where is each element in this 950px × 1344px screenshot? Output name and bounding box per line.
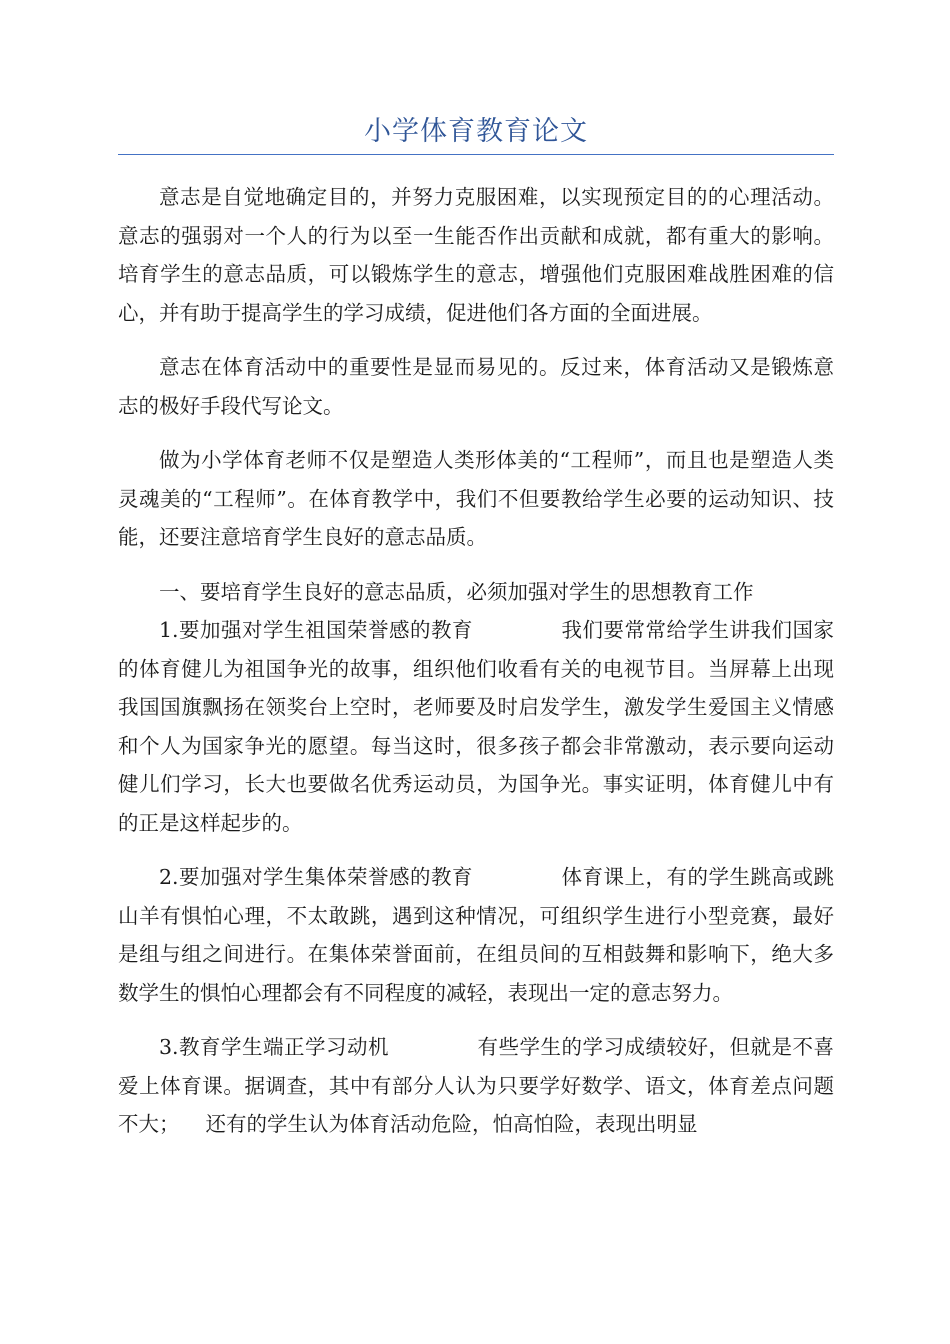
document-body xyxy=(118,178,834,1160)
title-underline xyxy=(118,154,834,155)
subheading-national-honor: 1.要加强对学生祖国荣誉感的教育 xyxy=(159,618,474,642)
text-national-honor: 我们要常常给学生讲我们国家的体育健儿为祖国争光的故事，组织他们收看有关的电视节目。当屏幕上出现我国国旗飘扬在领奖台上空时，老师要及时启发学生，激发学生爱国主义情感和个人为国家争光的愿望。每当这时，很多孩子都会非常激动，表示要向运动健儿们学习，长大也要做名优秀运动员，为国争光。事实证明，体育健儿中有的正是这样起步的。 xyxy=(118,618,835,835)
subheading-collective-honor: 2.要加强对学生集体荣誉感的教育 xyxy=(159,865,474,889)
paragraph-national-honor xyxy=(118,611,834,842)
paragraph-will-in-sports: 意志在体育活动中的重要性是显而易见的。反过来，体育活动又是锻炼意志的极好手段代写论文。 xyxy=(118,355,834,418)
text-learning-motivation-a: 有些学生的学习成绩较好，但就是不喜爱上体育课。据调查，其中有部分人认为只要学好数学、语文，体育差点问题不大； xyxy=(118,1035,835,1136)
paragraph-teacher-role: 做为小学体育老师不仅是塑造人类形体美的“工程师”，而且也是塑造人类灵魂美的“工程师”。在体育教学中，我们不但要教给学生必要的运动知识、技能，还要注意培育学生良好的意志品质。 xyxy=(118,448,834,549)
text-learning-motivation-b: 还有的学生认为体育活动危险，怕高怕险，表现出明显 xyxy=(205,1112,698,1136)
paragraph-learning-motivation xyxy=(118,1028,834,1144)
paragraph-collective-honor xyxy=(118,858,834,1012)
document-title: 小学体育教育论文 xyxy=(364,116,588,147)
text-collective-honor: 体育课上，有的学生跳高或跳山羊有惧怕心理，不太敢跳，遇到这种情况，可组织学生进行小型竞赛，最好是组与组之间进行。在集体荣誉面前，在组员间的互相鼓舞和影响下，绝大多数学生的惧怕心理都会有不同程度的减轻，表现出一定的意志努力。 xyxy=(118,865,835,1005)
paragraph-will-definition: 意志是自觉地确定目的，并努力克服困难，以实现预定目的的心理活动。意志的强弱对一个人的行为以至一生能否作出贡献和成就，都有重大的影响。培育学生的意志品质，可以锻炼学生的意志，增强他们克服困难战胜困难的信心，并有助于提高学生的学习成绩，促进他们各方面的全面进展。 xyxy=(118,185,834,325)
subheading-learning-motivation: 3.教育学生端正学习动机 xyxy=(159,1035,390,1059)
section-heading-1: 一、要培育学生良好的意志品质，必须加强对学生的思想教育工作 xyxy=(159,579,754,604)
